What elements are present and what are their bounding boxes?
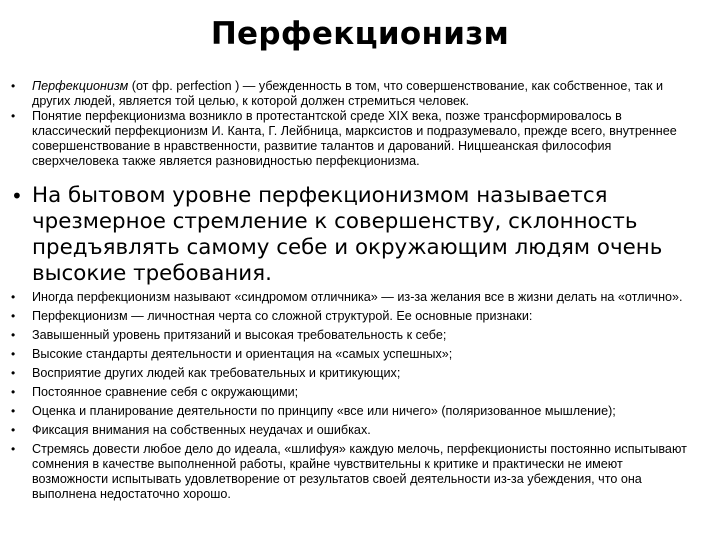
main-point-list xyxy=(10,183,710,287)
list-item-text: Завышенный уровень притязаний и высокая требовательность к себе; xyxy=(32,328,447,342)
intro-list xyxy=(10,79,700,169)
list-item xyxy=(10,442,700,502)
bullet-icon: • xyxy=(11,109,16,123)
term-text: Перфекционизм xyxy=(32,79,129,93)
list-item-text: Оценка и планирование деятельности по принципу «все или ничего» (поляризованное мышление); xyxy=(32,404,616,418)
bullet-icon: • xyxy=(11,366,16,380)
main-point-text: На бытовом уровне перфекционизмом называется чрезмерное стремление к совершенству, склонность предъявлять самому себе и окружающим людям очень высокие требования. xyxy=(32,183,663,286)
bullet-icon: • xyxy=(11,442,16,456)
bullet-icon: • xyxy=(11,404,16,418)
history-text: Понятие перфекционизма возникло в протестантской среде XIX века, позже трансформировалось в классический перфекционизм И. Канта, Г. Лейбница, марксистов и подразумевало, прежде всего, внутреннее совершенствование в нравственности, развитие талантов и дарований. Ницшеанская философия сверхчеловека также является разновидностью перфекционизма. xyxy=(32,109,677,168)
definition-text: (от фр. perfection ) — убежденность в том, что совершенствование, как собственное, так и других людей, является той целью, к которой должен стремиться человек. xyxy=(32,79,663,108)
list-item xyxy=(10,366,700,381)
bullet-icon: • xyxy=(11,328,16,342)
list-item-text: Стремясь довести любое дело до идеала, «шлифуя» каждую мелочь, перфекционисты постоянно испытывают сомнения в качестве выполненной работы, крайне чувствительны к критике и практически не имеют возможности испытывать удовлетворение от результатов своей деятельности из-за убеждения, что она выполнена недостаточно хорошо. xyxy=(32,442,687,501)
list-item xyxy=(10,328,700,343)
bullet-icon: • xyxy=(11,347,16,361)
list-item-text: Перфекционизм — личностная черта со сложной структурой. Ее основные признаки: xyxy=(32,309,533,323)
bullet-icon: • xyxy=(11,385,16,399)
list-item-text: Фиксация внимания на собственных неудачах и ошибках. xyxy=(32,423,371,437)
bullet-icon: • xyxy=(11,290,16,304)
bullet-icon: • xyxy=(11,79,16,93)
list-item xyxy=(10,309,700,324)
list-item xyxy=(10,347,700,362)
bullet-icon: • xyxy=(11,423,16,437)
list-item-text: Восприятие других людей как требовательных и критикующих; xyxy=(32,366,401,380)
list-item xyxy=(10,290,700,305)
list-item xyxy=(10,423,700,438)
list-item-text: Иногда перфекционизм называют «синдромом отличника» — из-за желания все в жизни делать на «отлично». xyxy=(32,290,683,304)
bullet-icon: • xyxy=(11,309,16,323)
list-item xyxy=(10,183,710,287)
list-item-text: Высокие стандарты деятельности и ориентация на «самых успешных»; xyxy=(32,347,453,361)
bullet-icon: • xyxy=(11,184,23,208)
list-item xyxy=(10,109,700,169)
traits-list xyxy=(10,290,700,506)
page-title: Перфекционизм xyxy=(210,16,510,52)
list-item xyxy=(10,385,700,400)
list-item xyxy=(10,404,700,419)
list-item-text: Постоянное сравнение себя с окружающими; xyxy=(32,385,299,399)
list-item xyxy=(10,79,700,109)
